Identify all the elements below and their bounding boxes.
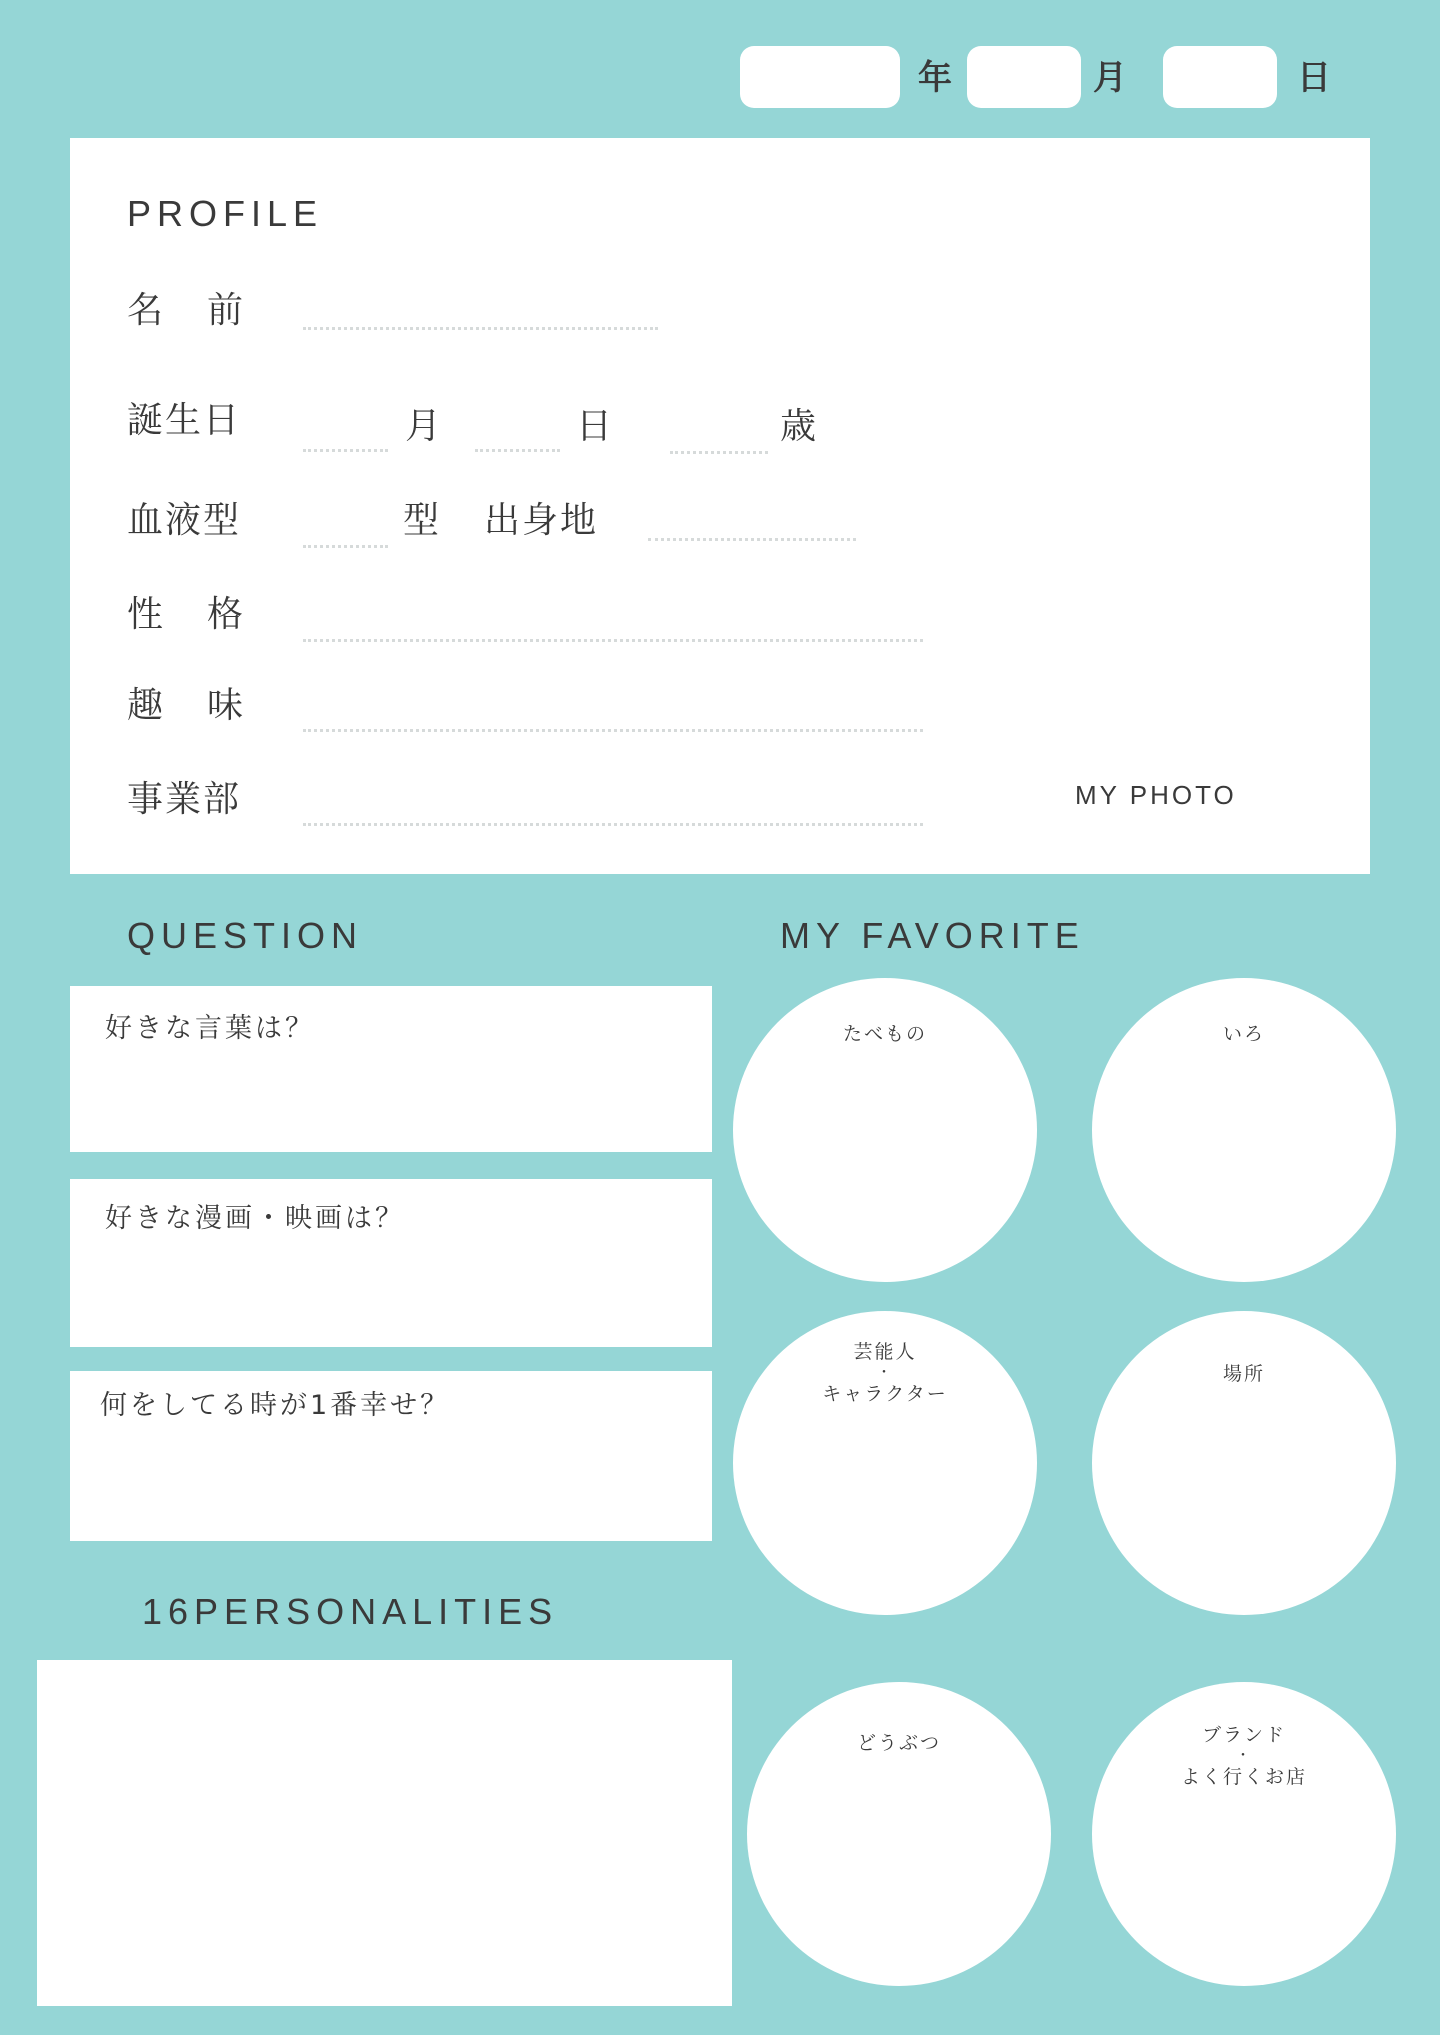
question-box-1[interactable] <box>70 986 712 1152</box>
favorite-celebrity-circle[interactable] <box>733 1311 1037 1615</box>
year-input-box[interactable] <box>740 46 900 108</box>
favorite-celebrity-label <box>733 1341 1037 1405</box>
my-photo-label: MY PHOTO <box>1075 780 1237 810</box>
favorite-brand-line1: ブランド <box>1201 1724 1286 1746</box>
favorite-color-circle[interactable] <box>1092 978 1396 1282</box>
blood-type-field[interactable] <box>303 545 388 548</box>
division-label: 事業部 <box>127 779 242 820</box>
blood-type-unit: 型 <box>403 500 440 541</box>
birthday-month-field[interactable] <box>303 449 388 452</box>
favorite-celebrity-line2: キャラクター <box>822 1383 948 1405</box>
birthday-day-field[interactable] <box>475 449 560 452</box>
favorite-brand-circle[interactable] <box>1092 1682 1396 1986</box>
blood-type-label: 血液型 <box>127 500 242 541</box>
name-label: 名前 <box>127 290 288 331</box>
hobby-label: 趣味 <box>127 685 288 726</box>
age-unit: 歳 <box>780 406 817 447</box>
favorite-place-circle[interactable] <box>1092 1311 1396 1615</box>
month-label: 月 <box>1093 58 1127 98</box>
favorite-color-label: いろ <box>1222 1023 1265 1045</box>
month-input-box[interactable] <box>967 46 1081 108</box>
favorite-animal-circle[interactable] <box>747 1682 1051 1986</box>
hometown-field[interactable] <box>648 538 856 541</box>
personalities-heading: 16PERSONALITIES <box>142 1591 559 1632</box>
favorite-animal-label: どうぶつ <box>856 1732 941 1754</box>
favorite-food-label: たべもの <box>842 1023 927 1045</box>
favorite-food-circle[interactable] <box>733 978 1037 1282</box>
question-happiest-moment: 何をしてる時が1番幸せ？ <box>100 1390 451 1421</box>
favorite-brand-line2: よく行くお店 <box>1180 1766 1307 1788</box>
year-label: 年 <box>918 58 952 98</box>
division-field[interactable] <box>303 823 923 826</box>
question-favorite-word: 好きな言葉は？ <box>105 1013 315 1044</box>
personality-field[interactable] <box>303 639 923 642</box>
profile-heading: PROFILE <box>127 193 324 234</box>
personality-label: 性格 <box>127 594 288 635</box>
birthday-label: 誕生日 <box>127 400 242 441</box>
favorite-brand-separator: ・ <box>1236 1748 1252 1764</box>
favorite-celebrity-line1: 芸能人 <box>853 1341 917 1363</box>
favorite-brand-label <box>1092 1724 1396 1788</box>
favorite-celebrity-separator: ・ <box>877 1365 893 1381</box>
favorite-place-label: 場所 <box>1222 1363 1265 1385</box>
birthday-day-unit: 日 <box>576 406 613 447</box>
birthday-month-unit: 月 <box>405 406 442 447</box>
question-favorite-manga-movie: 好きな漫画・映画は？ <box>105 1203 405 1234</box>
name-field[interactable] <box>303 327 658 330</box>
hometown-label: 出身地 <box>484 500 599 541</box>
hobby-field[interactable] <box>303 729 923 732</box>
day-input-box[interactable] <box>1163 46 1277 108</box>
age-field[interactable] <box>670 451 768 454</box>
my-favorite-heading: MY FAVORITE <box>780 915 1085 956</box>
profile-card <box>70 138 1370 874</box>
personalities-box[interactable] <box>37 1660 732 2006</box>
question-heading: QUESTION <box>127 915 364 956</box>
day-label: 日 <box>1297 58 1331 98</box>
